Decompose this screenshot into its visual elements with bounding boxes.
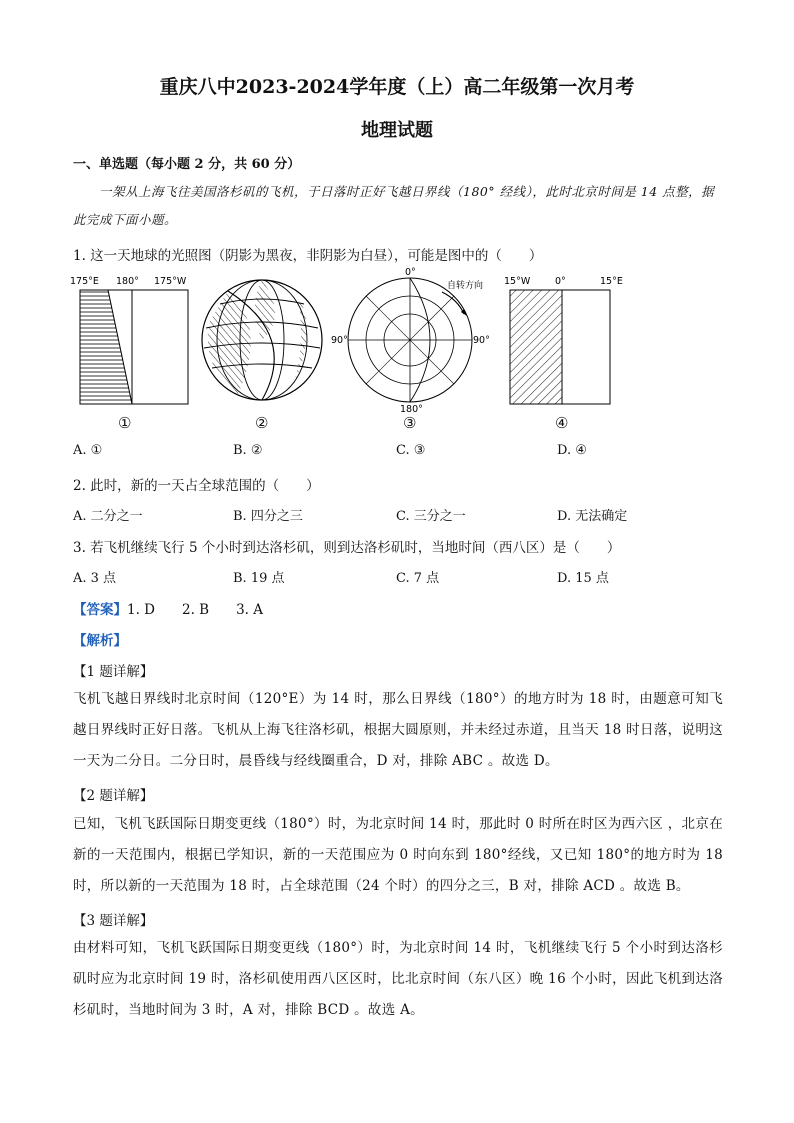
detail-1-heading: 【1 题详解】: [73, 664, 154, 680]
answer-line: [73, 598, 263, 618]
q2-option-b: B. 四分之三: [233, 509, 303, 524]
page-title: 重庆八中2023-2024学年度（上）高二年级第一次月考: [159, 76, 635, 98]
detail-3-heading: 【3 题详解】: [73, 913, 154, 929]
q3-option-c: C. 7 点: [396, 571, 440, 586]
question-1: 1. 这一天地球的光照图（阴影为黑夜，非阴影为白昼），可能是图中的（ ）: [73, 248, 543, 264]
q1-option-a: A. ①: [73, 443, 103, 458]
figure-4-number: ④: [555, 414, 569, 432]
detail-2-heading: 【2 题详解】: [73, 788, 154, 804]
q3-option-d: D. 15 点: [557, 571, 609, 586]
q2-option-a: A. 二分之一: [73, 509, 143, 524]
q2-option-d: D. 无法确定: [557, 509, 628, 524]
fig3-label-bottom: 180°: [400, 404, 423, 415]
question-3: 3. 若飞机继续飞行 5 个小时到达洛杉矶，则到达洛杉矶时，当地时间（西八区）是（ ）: [73, 540, 621, 556]
detail-3-text: 由材料可知，飞机飞跃国际日期变更线（180°）时，为北京时间 14 时，飞机继续飞行 5 个小时到达洛杉矶时应为北京时间 19 时，洛杉矶使用西八区区时，比北京时间（东八区）晚 16 个小时，因此飞机到达洛杉矶时，当地时间为 3 时，A 对，排除 BCD 。故选 A。: [73, 940, 723, 1018]
fig1-label-right: 175°W: [154, 276, 187, 287]
q3-option-a: A. 3 点: [73, 571, 117, 586]
fig4-label-left: 15°W: [504, 276, 531, 287]
detail-1-text: 飞机飞越日界线时北京时间（120°E）为 14 时，那么日界线（180°）的地方时为 18 时，由题意可知飞越日界线时正好日落。飞机从上海飞往洛杉矶，根据大圆原则，并未经过赤道，且当天 18 时日落，说明这一天为二分日。二分日时，晨昏线与经线圈重合，D 对，排除 ABC 。故选 D。: [73, 691, 723, 769]
figure-3-diagram: [330, 266, 500, 416]
q1-option-c: C. ③: [396, 443, 426, 458]
q2-option-c: C. 三分之一: [396, 509, 466, 524]
detail-2-text: 已知，飞机飞跃国际日期变更线（180°）时，为北京时间 14 时，那此时 0 时所在时区为西六区 ，北京在新的一天范围内，根据已学知识，新的一天范围应为 0 时向东到 180°经线，又已知 180°的地方时为 18 时，所以新的一天范围为 18 时，占全球范围（24 个时）的四分之三，B 对，排除 ACD 。故选 B。: [73, 816, 723, 894]
fig4-label-right: 15°E: [600, 276, 623, 287]
fig3-label-top: 0°: [405, 267, 416, 278]
fig1-label-left: 175°E: [70, 276, 99, 287]
fig3-rotation-label: 自转方向: [447, 281, 484, 291]
fig1-label-mid: 180°: [116, 276, 139, 287]
question-2: 2. 此时，新的一天占全球范围的（ ）: [73, 478, 320, 494]
figure-1-number: ①: [118, 414, 132, 432]
analysis-label: 【解析】: [73, 633, 127, 649]
figure-2-diagram: [198, 276, 328, 406]
q1-option-d: D. ④: [557, 443, 587, 458]
figure-4-diagram: [498, 274, 628, 409]
section-heading: 一、单选题（每小题 2 分，共 60 分）: [73, 157, 301, 172]
answer-label: 【答案】: [73, 602, 127, 618]
figure-1-diagram: [68, 274, 198, 409]
fig3-label-right: 90°: [473, 335, 490, 346]
figure-2-number: ②: [255, 414, 269, 432]
q1-option-b: B. ②: [233, 443, 263, 458]
q3-option-b: B. 19 点: [233, 571, 285, 586]
answer-text: 1. D 2. B 3. A: [127, 602, 264, 618]
intro-paragraph: 一架从上海飞往美国洛杉矶的飞机，于日落时正好飞越日界线（180° 经线），此时北京时间是 14 点整，据此完成下面小题。: [73, 184, 715, 227]
fig4-label-mid: 0°: [555, 276, 566, 287]
page-subtitle: 地理试题: [361, 120, 433, 141]
figure-3-number: ③: [403, 414, 417, 432]
fig3-label-left: 90°: [331, 335, 348, 346]
